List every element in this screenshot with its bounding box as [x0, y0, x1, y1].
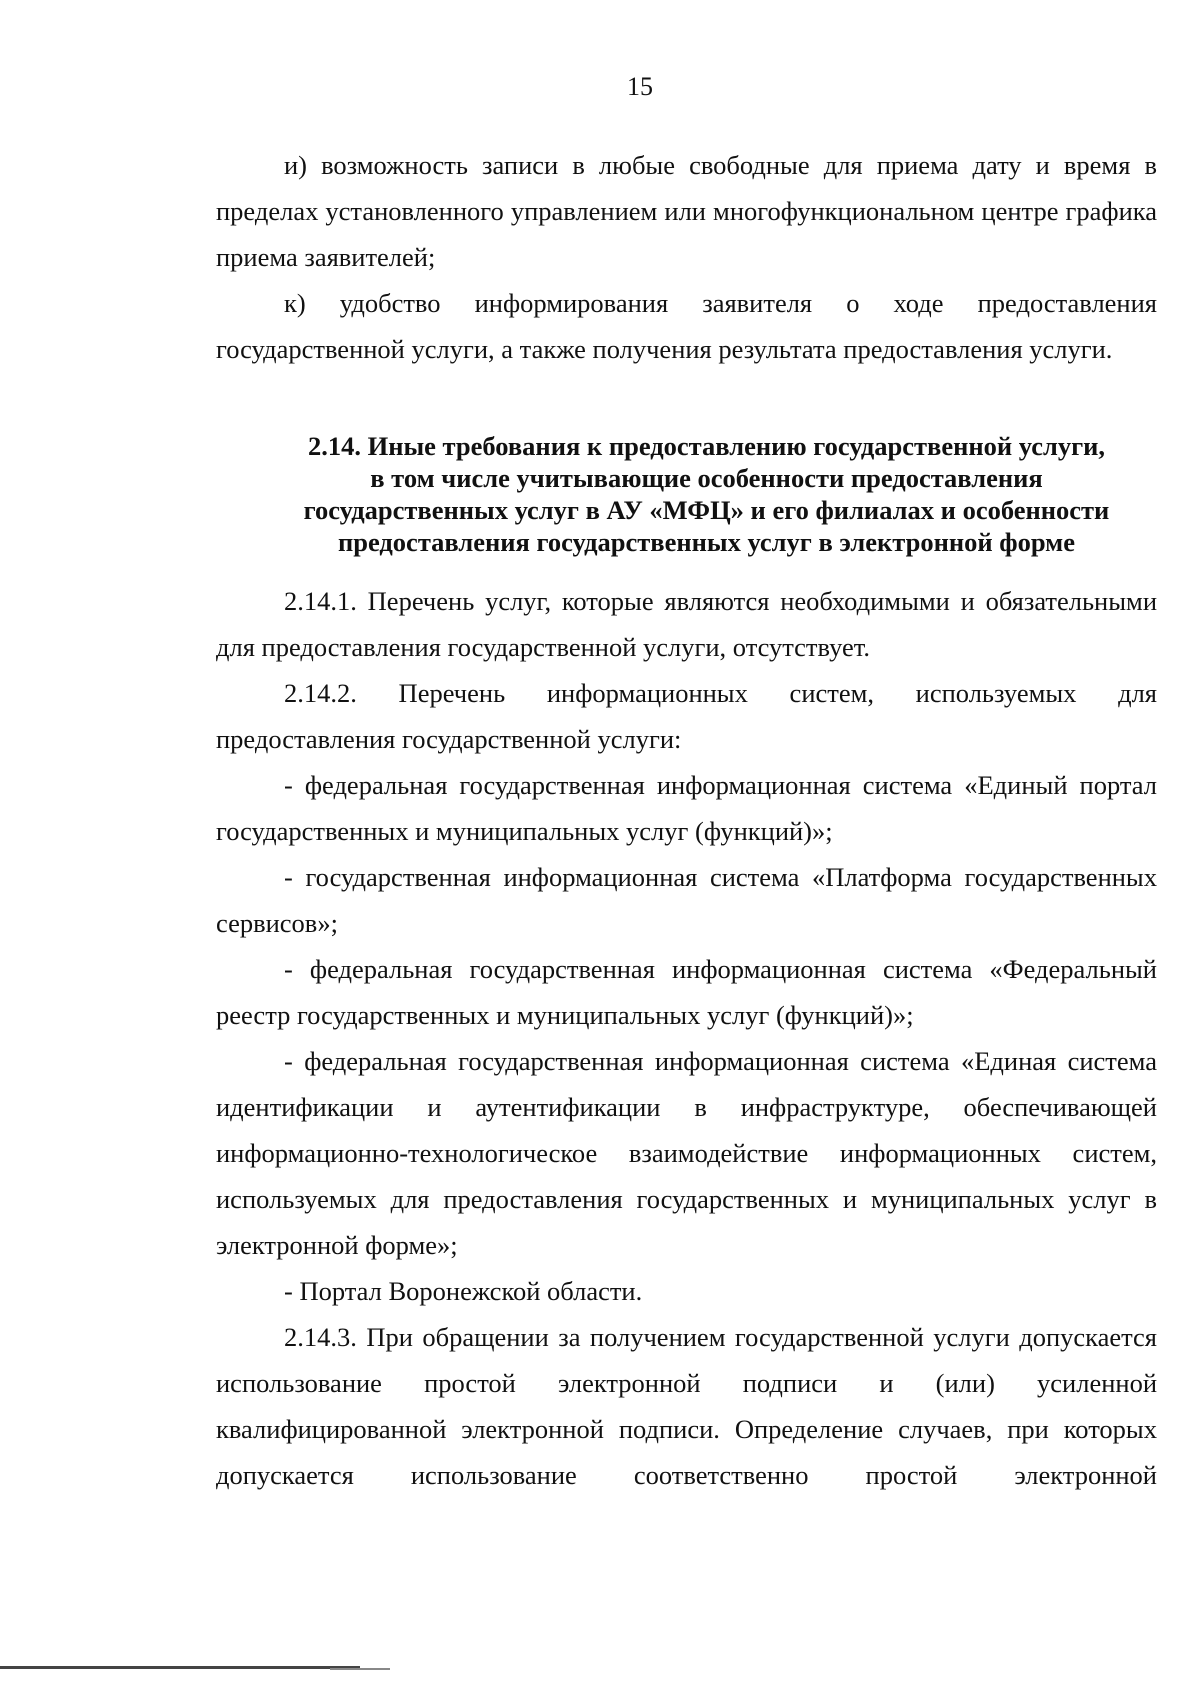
list-item-federal-registry: - федеральная государственная информационная система «Федеральный реестр государственных и муниципальных услуг (функций)»;	[216, 954, 1157, 1030]
section-heading-line: в том числе учитывающие особенности предоставления	[370, 463, 1043, 493]
paragraph-item-k: к) удобство информирования заявителя о ходе предоставления государственной услуги, а также получения результата предоставления услуги.	[216, 288, 1157, 364]
list-item-epgu: - федеральная государственная информационная система «Единый портал государственных и муниципальных услуг (функций)»;	[216, 770, 1157, 846]
section-heading-line: 2.14. Иные требования к предоставлению государственной услуги,	[307, 431, 1106, 461]
section-heading-line: предоставления государственных услуг в электронной форме	[337, 527, 1075, 557]
scan-edge-line	[330, 1668, 390, 1670]
section-heading-2-14	[216, 430, 1157, 558]
scan-edge-line	[0, 1666, 360, 1669]
paragraph-2-14-3: 2.14.3. При обращении за получением государственной услуги допускается использование простой электронной подписи и (или) усиленной квалифицированной электронной подписи. Определение случаев, при которых допускается использование соответственно простой электронной	[216, 1322, 1157, 1490]
list-item-voronezh-portal: - Портал Воронежской области.	[284, 1276, 643, 1306]
list-item-esia: - федеральная государственная информационная система «Единая система идентификации и аутентификации в инфраструктуре, обеспечивающей информационно-технологическое взаимодействие информационных систем, используемых для предоставления государственных и муниципальных услуг в электронной форме»;	[216, 1046, 1157, 1260]
section-heading-line: государственных услуг в АУ «МФЦ» и его филиалах и особенности	[303, 495, 1110, 525]
paragraph-2-14-2: 2.14.2. Перечень информационных систем, используемых для предоставления государственной услуги:	[216, 678, 1157, 754]
document-body	[216, 142, 1157, 1498]
paragraph-2-14-1: 2.14.1. Перечень услуг, которые являются необходимыми и обязательными для предоставления государственной услуги, отсутствует.	[216, 586, 1157, 662]
page-number: 15	[627, 72, 653, 101]
list-item-gosservices-platform: - государственная информационная система «Платформа государственных сервисов»;	[216, 862, 1157, 938]
paragraph-item-i: и) возможность записи в любые свободные для приема дату и время в пределах установленного управлением или многофункциональном центре графика приема заявителей;	[216, 150, 1157, 272]
